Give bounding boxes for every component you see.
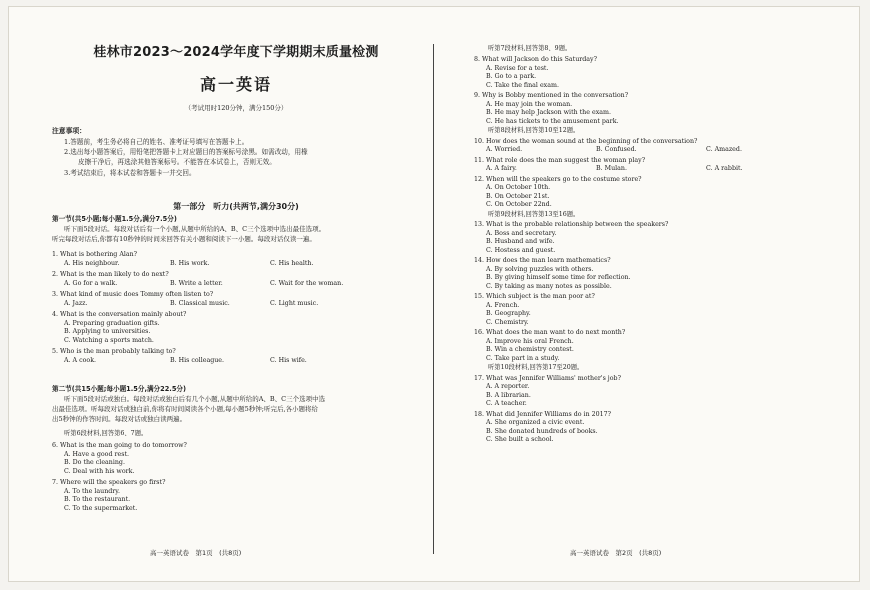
note-item: 3.考试结束后，将本试卷和答题卡一并交回。	[64, 168, 196, 177]
question-10-options	[474, 146, 826, 155]
option-a[interactable]: A. French.	[486, 301, 520, 309]
option-a[interactable]: A. A cook.	[64, 356, 97, 364]
question-1-options	[52, 260, 418, 269]
option-a[interactable]: A. She organized a civic event.	[486, 419, 585, 426]
option-a[interactable]: A. To the laundry.	[64, 487, 121, 495]
option-c[interactable]: C. Take the final exam.	[486, 81, 559, 89]
option-c[interactable]: C. He has tickets to the amusement park.	[486, 117, 619, 125]
question-8: 8. What will Jackson do this Saturday?	[474, 56, 597, 63]
question-3-options	[52, 300, 418, 309]
page-1-footer: 高一英语试卷 第1页 (共8页)	[150, 549, 242, 557]
exam-time: （考试用时120分钟，满分150分）	[184, 104, 288, 112]
question-7: 7. Where will the speakers go first?	[52, 479, 166, 486]
option-c[interactable]: C. Watching a sports match.	[64, 336, 154, 344]
note-item: 皮擦干净后，再选涂其他答案标号。不能答在本试卷上，否则无效。	[78, 158, 276, 167]
option-b[interactable]: B. She donated hundreds of books.	[486, 427, 598, 435]
option-c[interactable]: C. To the supermarket.	[64, 504, 138, 512]
option-a[interactable]: A. A reporter.	[486, 383, 530, 390]
question-18: 18. What did Jennifer Williams do in 2017?	[474, 410, 612, 418]
exam-subject: 高一英语	[199, 75, 272, 94]
option-b[interactable]: B. On October 21st.	[486, 192, 550, 200]
option-b[interactable]: B. He may help Jackson with the exam.	[486, 109, 611, 116]
question-2: 2. What is the man likely to do next?	[52, 271, 169, 278]
question-1: 1. What is bothering Alan?	[52, 251, 138, 258]
option-c[interactable]: C. She built a school.	[486, 436, 554, 443]
option-a[interactable]: A. Boss and secretary.	[486, 229, 557, 237]
question-6: 6. What is the man going to do tomorrow?	[52, 442, 187, 449]
option-b[interactable]: B. Mulan.	[596, 165, 627, 172]
option-b[interactable]: B. Write a letter.	[170, 279, 223, 287]
question-13: 13. What is the probable relationship between the speakers?	[474, 221, 669, 228]
option-b[interactable]: B. Classical music.	[170, 299, 230, 307]
option-a[interactable]: A. A fairy.	[486, 165, 517, 172]
option-b[interactable]: B. By giving himself some time for reflection.	[486, 274, 631, 281]
question-3: 3. What kind of music does Tommy often listen to?	[52, 291, 214, 298]
column-divider	[433, 44, 434, 554]
notes-list	[54, 137, 414, 178]
option-a[interactable]: A. Have a good rest.	[64, 450, 129, 458]
option-c[interactable]: C. A teacher.	[486, 400, 527, 407]
option-a[interactable]: A. On October 10th.	[486, 184, 551, 191]
questions-8-18	[474, 56, 826, 445]
option-b[interactable]: B. Confused.	[596, 146, 637, 153]
segment-8-note: 听第8段材料,回答第10至12题。	[488, 127, 580, 134]
option-a[interactable]: A. Improve his oral French.	[486, 337, 574, 345]
question-17: 17. What was Jennifer Williams' mother's job?	[474, 374, 621, 382]
option-c[interactable]: C. His health.	[270, 259, 314, 267]
option-b[interactable]: B. His colleague.	[170, 356, 225, 364]
option-b[interactable]: B. His work.	[170, 259, 210, 267]
option-c[interactable]: C. On October 22nd.	[486, 201, 552, 208]
section-1-instructions: 听下面5段对话。每段对话后有一个小题,从题中所给的A、B、C三个选项中选出最佳选项。 听完每段对话后,你都有10秒钟的时间来回答有关小题和阅读下一小题。每段对话仅读一遍。	[52, 225, 326, 243]
question-11-options	[474, 165, 826, 174]
note-item: 1.答题前，考生务必将自己的姓名、准考证号填写在答题卡上。	[64, 138, 249, 146]
notes-title: 注意事项：	[52, 127, 86, 135]
question-5: 5. Who is the man probably talking to?	[52, 348, 176, 355]
question-14: 14. How does the man learn mathematics?	[474, 257, 611, 264]
option-b[interactable]: B. Applying to universities.	[64, 328, 151, 335]
option-b[interactable]: B. Win a chemistry contest.	[486, 346, 574, 353]
section-1-heading: 第一节(共5小题;每小题1.5分,满分7.5分)	[52, 215, 177, 223]
question-5-options	[52, 357, 418, 366]
page-2-footer: 高一英语试卷 第2页 (共8页)	[570, 549, 662, 557]
segment-6-note: 听第6段材料,回答第6、7题。	[64, 430, 148, 437]
option-c[interactable]: C. Light music.	[270, 299, 319, 307]
option-c[interactable]: C. Chemistry.	[486, 318, 529, 326]
question-2-options	[52, 280, 418, 289]
section-2-heading: 第二节(共15小题;每小题1.5分,满分22.5分)	[52, 385, 187, 393]
option-b[interactable]: B. Go to a park.	[486, 73, 537, 80]
option-c[interactable]: C. Amazed.	[706, 146, 742, 153]
question-9: 9. Why is Bobby mentioned in the conversation?	[474, 92, 629, 99]
option-c[interactable]: C. Deal with his work.	[64, 467, 135, 475]
option-a[interactable]: A. Jazz.	[64, 299, 88, 307]
option-b[interactable]: B. A librarian.	[486, 391, 531, 399]
option-c[interactable]: C. Wait for the woman.	[270, 279, 344, 287]
option-b[interactable]: B. Geography.	[486, 310, 531, 317]
questions-1-5	[52, 251, 418, 365]
option-a[interactable]: A. Worried.	[486, 146, 523, 153]
option-b[interactable]: B. Husband and wife.	[486, 238, 555, 245]
option-a[interactable]: A. He may join the woman.	[486, 100, 573, 108]
note-item: 2.选出每小题答案后，用铅笔把答题卡上对应题目的答案标号涂黑。如需改动，用橡	[64, 148, 308, 157]
option-a[interactable]: A. Preparing graduation gifts.	[64, 319, 160, 327]
exam-title: 桂林市2023～2024学年度下学期期末质量检测	[93, 45, 379, 60]
part-1-heading: 第一部分 听力(共两节,满分30分)	[173, 202, 299, 211]
segment-10-note: 听第10段材料,回答第17至20题。	[488, 364, 584, 371]
option-a[interactable]: A. Go for a walk.	[64, 279, 118, 287]
option-b[interactable]: B. To the restaurant.	[64, 496, 131, 503]
option-c[interactable]: C. Take part in a study.	[486, 354, 560, 362]
question-10: 10. How does the woman sound at the beginning of the conversation?	[474, 137, 698, 145]
option-c[interactable]: C. A rabbit.	[706, 165, 743, 172]
segment-7-note: 听第7段材料,回答第8、9题。	[488, 45, 572, 52]
question-16: 16. What does the man want to do next month?	[474, 329, 626, 336]
section-2-instructions: 听下面5段对话或独白。每段对话或独白后有几个小题,从题中所给的A、B、C三个选项中选 出最佳选项。听每段对话或独白前,你将有时间阅读各个小题,每小题5秒钟;听完后,各小题将给 出5秒钟的作答时间。每段对话或独白读两遍。	[52, 395, 326, 423]
option-a[interactable]: A. By solving puzzles with others.	[486, 265, 594, 273]
option-c[interactable]: C. Hostess and guest.	[486, 246, 556, 254]
questions-6-7	[52, 442, 418, 513]
question-11: 11. What role does the man suggest the woman play?	[474, 156, 646, 164]
option-a[interactable]: A. Revise for a test.	[486, 64, 549, 72]
option-c[interactable]: C. By taking as many notes as possible.	[486, 282, 612, 290]
question-15: 15. Which subject is the man poor at?	[474, 293, 595, 300]
question-12: 12. When will the speakers go to the costume store?	[474, 175, 642, 183]
option-b[interactable]: B. Do the cleaning.	[64, 459, 125, 466]
question-4: 4. What is the conversation mainly about?	[52, 311, 187, 318]
option-a[interactable]: A. His neighbour.	[64, 259, 120, 267]
segment-9-note: 听第9段材料,回答第13至16题。	[488, 210, 580, 218]
option-c[interactable]: C. His wife.	[270, 356, 307, 364]
